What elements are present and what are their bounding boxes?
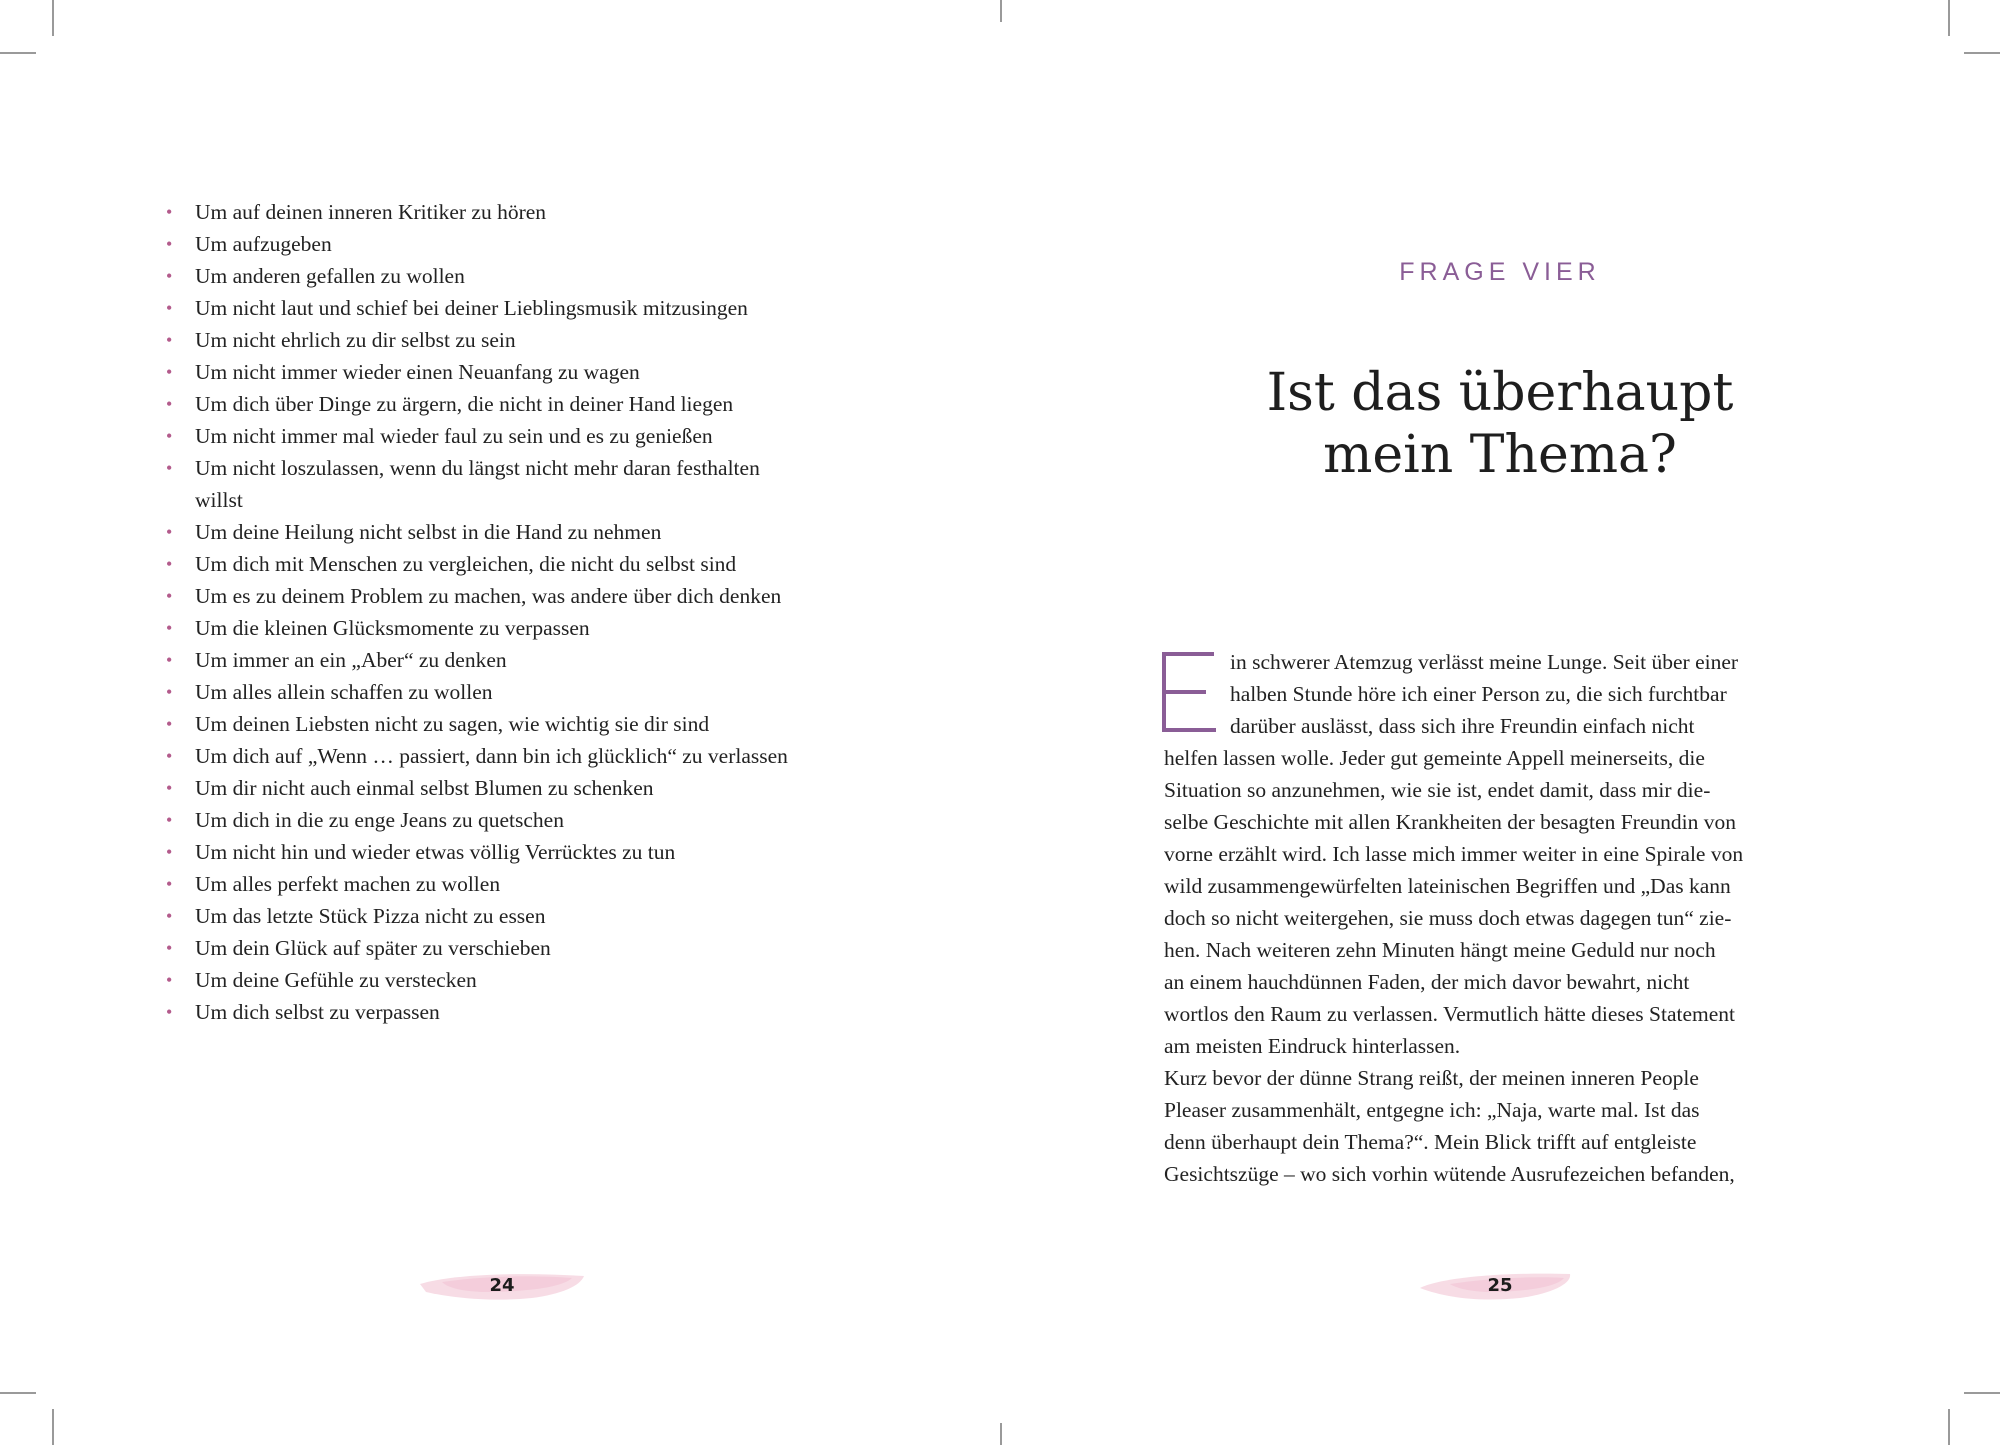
page-number: 25: [1487, 1275, 1513, 1296]
page-number: 24: [489, 1275, 515, 1296]
bullet-icon: •: [166, 650, 173, 670]
bullet-icon: •: [166, 362, 173, 382]
bullet-icon: •: [166, 394, 173, 414]
list-item: • Um das letzte Stück Pizza nicht zu essen: [166, 900, 866, 932]
body-line: selbe Geschichte mit allen Krankheiten der besagten Freundin von: [1164, 810, 1736, 834]
list-item: • Um dich mit Menschen zu vergleichen, die nicht du selbst sind: [166, 548, 866, 580]
body-paragraph: [1164, 646, 1844, 1190]
list-item: • Um nicht laut und schief bei deiner Lieblingsmusik mitzusingen: [166, 292, 866, 324]
chapter-title-line: Ist das überhaupt: [1266, 363, 1734, 423]
bullet-icon: •: [166, 426, 173, 446]
list-item: • Um die kleinen Glücksmomente zu verpassen: [166, 612, 866, 644]
body-line: denn überhaupt dein Thema?“. Mein Blick trifft auf entgleiste: [1164, 1130, 1697, 1154]
body-line: wortlos den Raum zu verlassen. Vermutlich hätte dieses Statement: [1164, 1002, 1736, 1026]
list-item: • Um alles perfekt machen zu wollen: [166, 868, 866, 900]
chapter-title-line: mein Thema?: [1323, 425, 1677, 485]
list-item: • Um nicht ehrlich zu dir selbst zu sein: [166, 324, 866, 356]
list-item: • Um nicht loszulassen, wenn du längst nicht mehr daran festhalten: [166, 452, 866, 484]
body-line: am meisten Eindruck hinterlassen.: [1164, 1034, 1461, 1058]
bullet-icon: •: [166, 810, 173, 830]
body-line: Kurz bevor der dünne Strang reißt, der meinen inneren People: [1164, 1066, 1699, 1090]
bullet-icon: •: [166, 938, 173, 958]
list-item: • Um dich in die zu enge Jeans zu quetschen: [166, 804, 866, 836]
list-item: • Um dich auf „Wenn … passiert, dann bin ich glücklich“ zu verlassen: [166, 740, 866, 772]
body-line: helfen lassen wolle. Jeder gut gemeinte Appell meinerseits, die: [1164, 746, 1705, 770]
list-item: • Um immer an ein „Aber“ zu denken: [166, 644, 866, 676]
bullet-icon: •: [166, 682, 173, 702]
bullet-icon: •: [166, 778, 173, 798]
body-line: Situation so anzunehmen, wie sie ist, endet damit, dass mir die-: [1164, 778, 1711, 802]
body-line: Gesichtszüge – wo sich vorhin wütende Ausrufezeichen befanden,: [1164, 1162, 1735, 1186]
list-item: • Um anderen gefallen zu wollen: [166, 260, 866, 292]
body-line: doch so nicht weitergehen, sie muss doch etwas dagegen tun“ zie-: [1164, 906, 1732, 930]
body-line: halben Stunde höre ich einer Person zu, die sich furchtbar: [1230, 682, 1727, 706]
body-line: Pleaser zusammenhält, entgegne ich: „Naja, warte mal. Ist das: [1164, 1098, 1700, 1122]
bullet-icon: •: [166, 586, 173, 606]
page-number-right: [1410, 1264, 1590, 1308]
list-item: • Um deine Gefühle zu verstecken: [166, 964, 866, 996]
body-line: in schwerer Atemzug verlässt meine Lunge. Seit über einer: [1230, 650, 1739, 674]
bullet-icon: •: [166, 1002, 173, 1022]
bullet-icon: •: [166, 714, 173, 734]
bullet-icon: •: [166, 202, 173, 222]
right-page: [1000, 0, 2000, 1445]
bullet-list: [166, 196, 866, 1028]
chapter-kicker: FRAGE VIER: [1399, 258, 1601, 286]
body-line: wild zusammengewürfelten lateinischen Begriffen und „Das kann: [1164, 874, 1731, 898]
bullet-icon: •: [166, 298, 173, 318]
list-item: • Um aufzugeben: [166, 228, 866, 260]
body-line: vorne erzählt wird. Ich lasse mich immer weiter in eine Spirale von: [1164, 842, 1744, 866]
list-item-continuation: willst: [195, 488, 243, 512]
list-item: • Um dir nicht auch einmal selbst Blumen zu schenken: [166, 772, 866, 804]
bullet-icon: •: [166, 522, 173, 542]
body-line: an einem hauchdünnen Faden, der mich davor bewahrt, nicht: [1164, 970, 1690, 994]
bullet-icon: •: [166, 970, 173, 990]
body-line: hen. Nach weiteren zehn Minuten hängt meine Geduld nur noch: [1164, 938, 1716, 962]
list-item: • Um deinen Liebsten nicht zu sagen, wie wichtig sie dir sind: [166, 708, 866, 740]
list-item: • Um dein Glück auf später zu verschieben: [166, 932, 866, 964]
bullet-icon: •: [166, 458, 173, 478]
list-item: • Um es zu deinem Problem zu machen, was andere über dich denken: [166, 580, 866, 612]
bullet-icon: •: [166, 554, 173, 574]
list-item: • Um dich selbst zu verpassen: [166, 996, 866, 1028]
bullet-icon: •: [166, 266, 173, 286]
list-item: • Um nicht immer mal wieder faul zu sein und es zu genießen: [166, 420, 866, 452]
bullet-icon: •: [166, 906, 173, 926]
page-number-left: [412, 1264, 592, 1308]
svg-text:E: E: [1160, 650, 1161, 651]
list-item: • Um dich über Dinge zu ärgern, die nicht in deiner Hand liegen: [166, 388, 866, 420]
list-item: • Um auf deinen inneren Kritiker zu hören: [166, 196, 866, 228]
bullet-icon: •: [166, 746, 173, 766]
bullet-icon: •: [166, 234, 173, 254]
list-item: • Um deine Heilung nicht selbst in die Hand zu nehmen: [166, 516, 866, 548]
list-item: • Um nicht immer wieder einen Neuanfang zu wagen: [166, 356, 866, 388]
body-line: darüber auslässt, dass sich ihre Freundin einfach nicht: [1230, 714, 1695, 738]
list-item: • Um nicht hin und wieder etwas völlig Verrücktes zu tun: [166, 836, 866, 868]
bullet-icon: •: [166, 618, 173, 638]
bullet-icon: •: [166, 874, 173, 894]
chapter-title: [1165, 362, 1835, 486]
bullet-icon: •: [166, 330, 173, 350]
bullet-icon: •: [166, 842, 173, 862]
list-item: • Um alles allein schaffen zu wollen: [166, 676, 866, 708]
